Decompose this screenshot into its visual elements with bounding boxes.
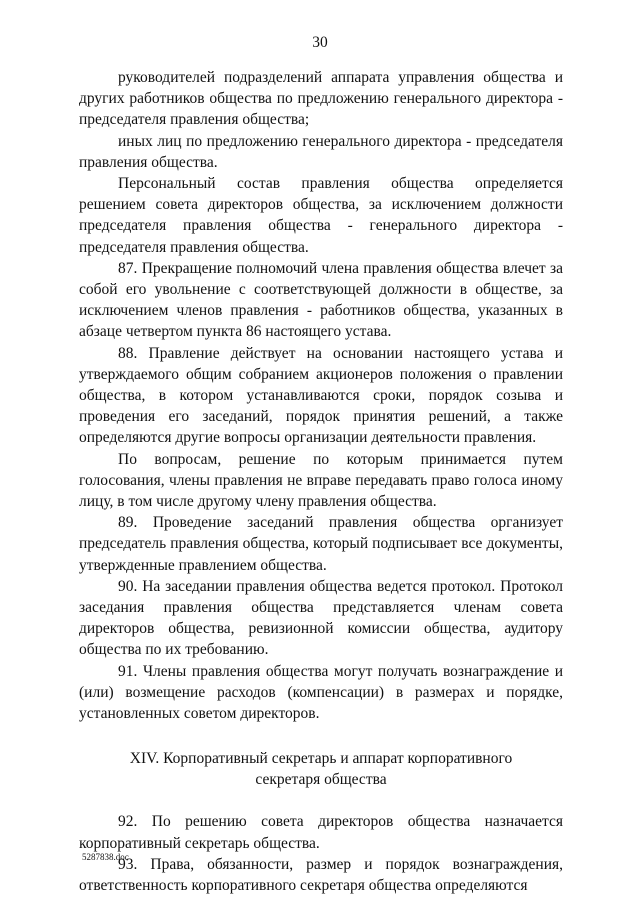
- paragraph-item-93: 93. Права, обязанности, размер и порядок вознаграждения, ответственность корпоративного секретаря общества определяются: [79, 855, 563, 894]
- section-heading-line-1: XIV. Корпоративный секретарь и аппарат корпоративного: [129, 750, 513, 768]
- paragraph: иных лиц по предложению генерального директора - председателя правления общества.: [79, 132, 563, 171]
- paragraph: руководителей подразделений аппарата управления общества и других работников общества по предложению генерального директора - председателя правления общества;: [79, 69, 563, 129]
- paragraph-item-87: 87. Прекращение полномочий члена правления общества влечет за собой его увольнение с соответствующей должности в обществе, за исключением членов правления - работников общества, указанных в абзаце четвертом пункта 86 настоящего устава.: [79, 259, 563, 341]
- paragraph: Персональный состав правления общества определяется решением совета директоров общества, за исключением должности председателя правления общества - генерального директора - председателя правления общества.: [79, 175, 563, 256]
- paragraph-item-90: 90. На заседании правления общества ведется протокол. Протокол заседания правления общества представляется членам совета директоров общества, ревизионной комиссии общества, аудитору общества по их требованию.: [79, 577, 563, 659]
- paragraph-item-91: 91. Члены правления общества могут получать вознаграждение и (или) возмещение расходов (компенсации) в размерах и порядке, установленных советом директоров.: [79, 662, 563, 723]
- paragraph-item-89: 89. Проведение заседаний правления общества организует председатель правления общества, который подписывает все документы, утвержденные правлением общества.: [79, 514, 563, 574]
- document-body: [79, 67, 563, 896]
- paragraph-item-88: 88. Правление действует на основании настоящего устава и утверждаемого общим собранием акционеров положения о правлении общества, в котором устанавливаются сроки, порядок созыва и проведения его заседаний, порядок принятия решений, а также определяются другие вопросы организации деятельности правления.: [79, 344, 563, 447]
- paragraph-item-92: 92. По решению совета директоров общества назначается корпоративный секретарь общества.: [79, 813, 563, 852]
- page-number: 30: [312, 34, 328, 51]
- footer-filename: 5287838.doc: [82, 852, 129, 862]
- paragraph: По вопросам, решение по которым принимается путем голосования, члены правления не вправе передавать право голоса иному лицу, в том числе другому члену правления общества.: [79, 450, 563, 511]
- section-heading-line-2: секретаря общества: [255, 771, 387, 789]
- section-heading: [79, 748, 563, 790]
